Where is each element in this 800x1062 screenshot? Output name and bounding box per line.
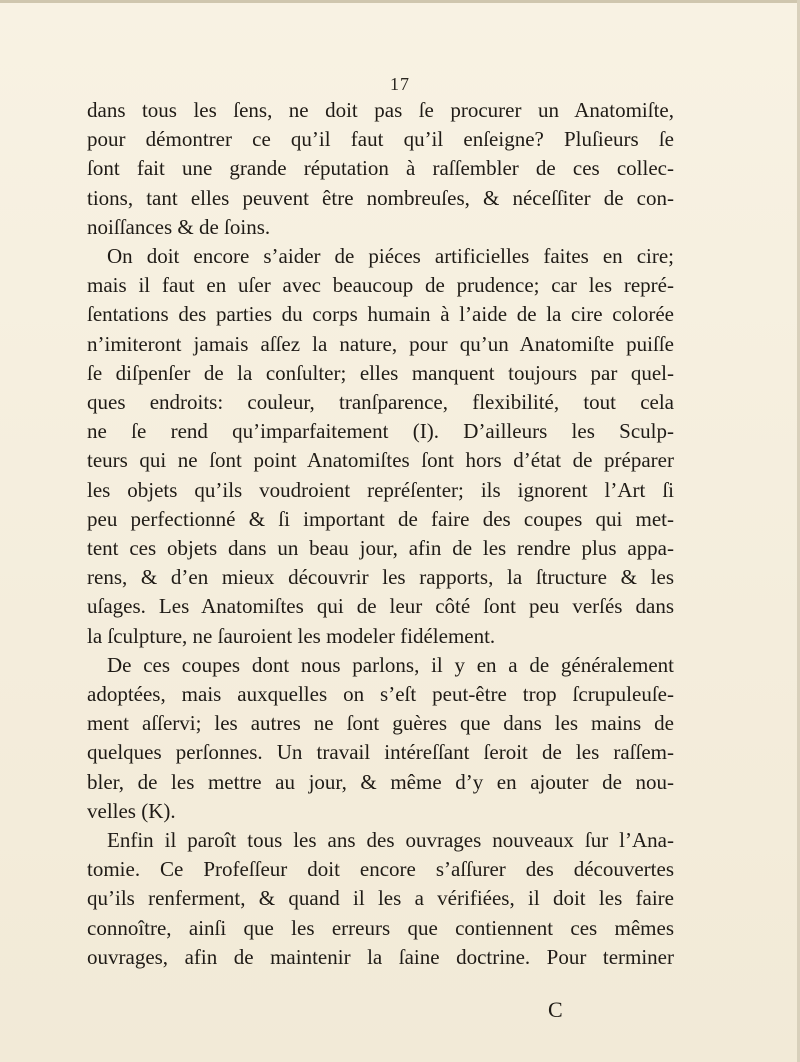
paragraph-4 bbox=[87, 826, 674, 972]
text-line: mais il faut en uſer avec beaucoup de prudence; car les repré- bbox=[87, 273, 674, 298]
text-line: ouvrages, afin de maintenir la ſaine doctrine. Pour terminer bbox=[87, 944, 674, 969]
page-top-edge bbox=[0, 0, 800, 3]
text-line: ment aſſervi; les autres ne ſont guères que dans les mains de bbox=[87, 711, 674, 736]
text-line: connoître, ainſi que les erreurs que contiennent ces mêmes bbox=[87, 915, 674, 940]
text-line: quelques perſonnes. Un travail intéreſſant ſeroit de les raſſem- bbox=[87, 740, 674, 765]
text-line: dans tous les ſens, ne doit pas ſe procurer un Anatomiſte, bbox=[87, 98, 674, 122]
text-line: les objets qu’ils voudroient repréſenter; ils ignorent l’Art ſi bbox=[87, 477, 674, 502]
text-line: teurs qui ne ſont point Anatomiſtes ſont hors d’état de préparer bbox=[87, 448, 674, 473]
text-line: ſe diſpenſer de la conſulter; elles manquent toujours par quel- bbox=[87, 360, 674, 385]
paragraph-1 bbox=[87, 96, 674, 242]
text-line: ne ſe rend qu’imparfaitement (I). D’ailleurs les Sculp- bbox=[87, 419, 674, 444]
text-line: ſentations des parties du corps humain à l’aide de la cire colorée bbox=[87, 302, 674, 327]
signature-mark: C bbox=[548, 997, 563, 1022]
page-number: 17 bbox=[390, 74, 410, 94]
text-line: peu perfectionné & ſi important de faire des coupes qui met- bbox=[87, 506, 674, 531]
body-text bbox=[87, 96, 674, 972]
text-line: bler, de les mettre au jour, & même d’y en ajouter de nou- bbox=[87, 769, 674, 794]
text-line: adoptées, mais auxquelles on s’eſt peut-être trop ſcrupuleuſe- bbox=[87, 682, 674, 707]
text-line: velles (K). bbox=[87, 798, 176, 823]
text-line: Enfin il paroît tous les ans des ouvrages nouveaux ſur l’Ana- bbox=[107, 828, 674, 853]
text-line: tent ces objets dans un beau jour, afin de les rendre plus appa- bbox=[87, 536, 674, 561]
text-line: ſont fait une grande réputation à raſſembler de ces collec- bbox=[87, 156, 674, 181]
text-line: la ſculpture, ne ſauroient les modeler fidélement. bbox=[87, 623, 496, 648]
text-line: tions, tant elles peuvent être nombreuſes, & néceſſiter de con- bbox=[87, 185, 674, 210]
text-line: rens, & d’en mieux découvrir les rapports, la ſtructure & les bbox=[87, 565, 674, 590]
paragraph-2 bbox=[87, 242, 674, 651]
text-line: ques endroits: couleur, tranſparence, flexibilité, tout cela bbox=[87, 390, 674, 415]
text-line: On doit encore s’aider de piéces artificielles faites en cire; bbox=[107, 244, 674, 269]
text-line: noiſſances & de ſoins. bbox=[87, 214, 271, 239]
text-line: pour démontrer ce qu’il faut qu’il enſeigne? Pluſieurs ſe bbox=[87, 127, 674, 152]
text-line: tomie. Ce Profeſſeur doit encore s’aſſurer des découvertes bbox=[87, 857, 674, 882]
text-line: qu’ils renferment, & quand il les a vérifiées, il doit les faire bbox=[87, 886, 674, 911]
text-line: uſages. Les Anatomiſtes qui de leur côté ſont peu verſés dans bbox=[87, 594, 674, 619]
text-line: De ces coupes dont nous parlons, il y en a de généralement bbox=[107, 652, 674, 677]
paragraph-3 bbox=[87, 651, 674, 826]
text-line: n’imiteront jamais aſſez la nature, pour qu’un Anatomiſte puiſſe bbox=[87, 331, 674, 356]
